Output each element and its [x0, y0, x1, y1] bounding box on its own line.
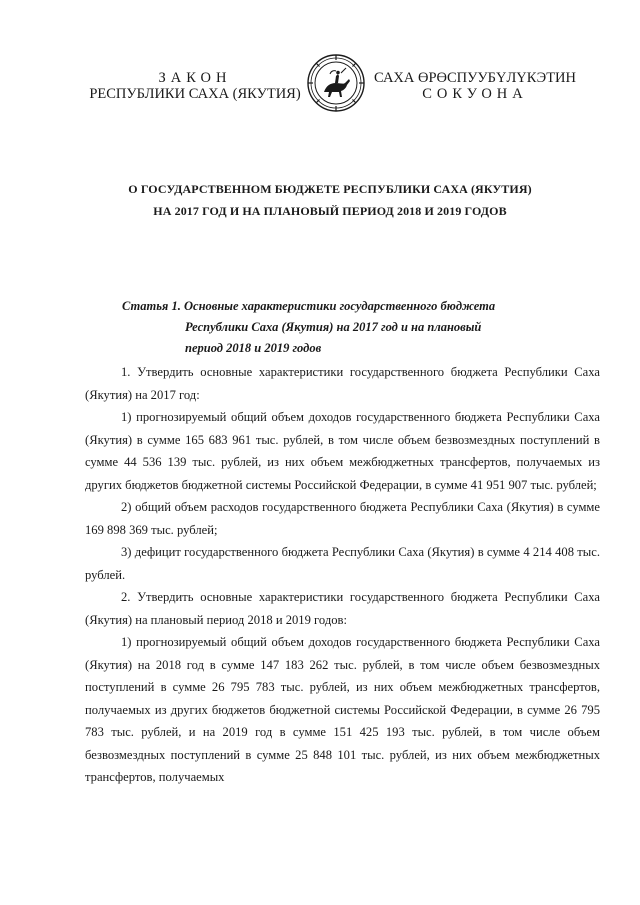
article-heading-line1: Статья 1. Основные характеристики государственного бюджета: [122, 299, 496, 313]
paragraph: 3) дефицит государственного бюджета Республики Саха (Якутия) в сумме 4 214 408 тыс. рублей.: [85, 545, 600, 582]
header-right-line1: САХА ӨРӨСПУУБҮЛҮКЭТИН: [374, 70, 576, 86]
article-heading-line3: период 2018 и 2019 годов: [185, 341, 322, 355]
header-left-line1: ЗАКОН: [158, 70, 232, 86]
header-left: [80, 70, 310, 102]
law-title: [60, 178, 600, 222]
paragraph: 2) общий объем расходов государственного бюджета Республики Саха (Якутия) в сумме 169 898 369 тыс. рублей;: [85, 500, 600, 537]
law-title-line2: НА 2017 ГОД И НА ПЛАНОВЫЙ ПЕРИОД 2018 И 2019 ГОДОВ: [153, 204, 507, 218]
header-right-line2: СОКУОНА: [422, 86, 528, 102]
law-title-line1: О ГОСУДАРСТВЕННОМ БЮДЖЕТЕ РЕСПУБЛИКИ САХА (ЯКУТИЯ): [128, 182, 532, 196]
header-left-line2: РЕСПУБЛИКИ САХА (ЯКУТИЯ): [89, 86, 301, 102]
paragraph: 1) прогнозируемый общий объем доходов государственного бюджета Республики Саха (Якутия) в сумме 165 683 961 тыс. рублей, в том числе объем безвозмездных поступлений в сумме 44 536 139 тыс. рублей, из них объем межбюджетных трансфертов, получаемых из других бюджетов бюджетной системы Российской Федерации, в сумме 41 951 907 тыс. рублей;: [85, 410, 600, 492]
paragraph: 2. Утвердить основные характеристики государственного бюджета Республики Саха (Якутия) на плановый период 2018 и 2019 годов:: [85, 590, 600, 627]
article-heading: [122, 296, 542, 359]
paragraph: 1. Утвердить основные характеристики государственного бюджета Республики Саха (Якутия) на 2017 год:: [85, 365, 600, 402]
article-body: [85, 361, 600, 789]
article-heading-line2: Республики Саха (Якутия) на 2017 год и на плановый: [185, 320, 482, 334]
paragraph: 1) прогнозируемый общий объем доходов государственного бюджета Республики Саха (Якутия) на 2018 год в сумме 147 183 262 тыс. рублей, в том числе объем безвозмездных поступлений в сумме 26 795 783 тыс. рублей, из них объем межбюджетных трансфертов, получаемых из других бюджетов бюджетной системы Российской Федерации, в сумме 26 795 783 тыс. рублей, и на 2019 год в сумме 151 425 193 тыс. рублей, в том числе объем безвозмездных поступлений в сумме 25 848 101 тыс. рублей, из них объем межбюджетных трансфертов, получаемых: [85, 635, 600, 784]
header-right: [360, 70, 590, 102]
coat-of-arms-icon: [306, 52, 366, 114]
